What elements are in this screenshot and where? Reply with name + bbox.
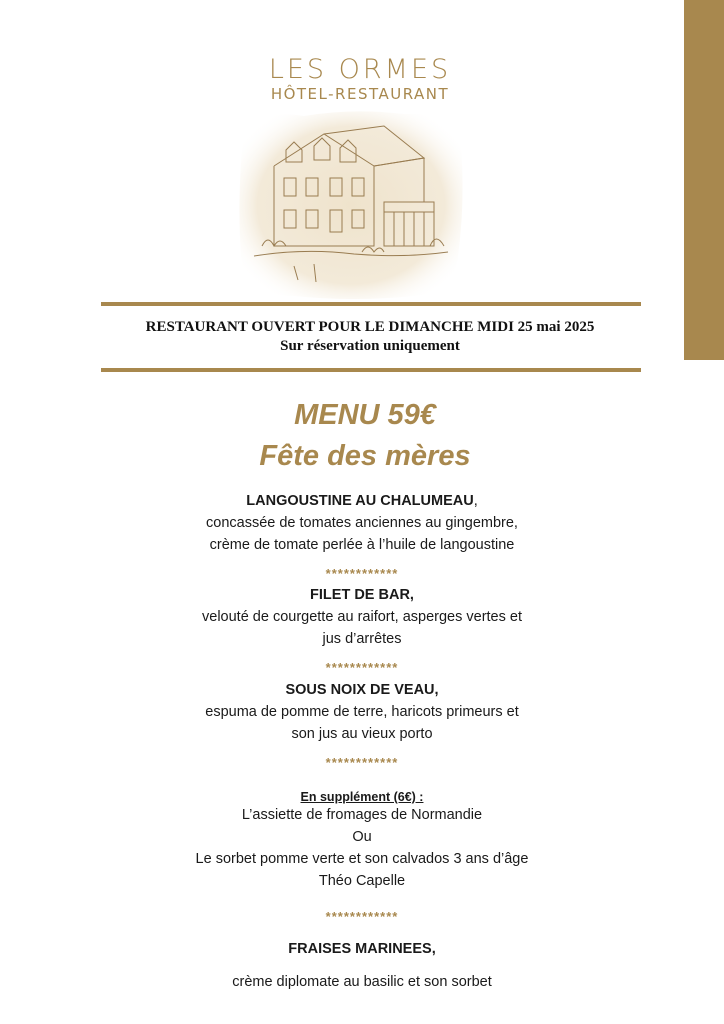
decorative-side-band: [684, 0, 724, 360]
opening-notice: [60, 318, 680, 356]
course-2-desc-1: velouté de courgette au raifort, asperges vertes et: [202, 609, 522, 625]
course-1-title: LANGOUSTINE AU CHALUMEAU: [246, 493, 474, 509]
hotel-logo: [200, 55, 520, 103]
supplement-line-2: Ou: [352, 829, 372, 845]
supplement-line-3: Le sorbet pomme verte et son calvados 3 ans d’âge: [195, 851, 529, 867]
menu-subtitle: Fête des mères: [259, 440, 471, 472]
dessert-desc: crème diplomate au basilic et son sorbet: [232, 974, 492, 990]
course-3-desc-1: espuma de pomme de terre, haricots primeurs et: [205, 704, 519, 720]
hotel-illustration: [234, 106, 466, 302]
course-3-title: SOUS NOIX DE VEAU,: [285, 682, 439, 698]
course-2-desc-2: jus d’arrêtes: [322, 631, 402, 647]
logo-name: LES ORMES: [268, 54, 452, 85]
course-1-desc-2: crème de tomate perlée à l’huile de langoustine: [209, 537, 515, 553]
course-1-desc-1: concassée de tomates anciennes au gingembre,: [206, 515, 518, 531]
separator-4: ************: [325, 909, 399, 924]
supplement-title: En supplément (6€) :: [300, 790, 424, 804]
bottom-divider: [101, 368, 641, 372]
course-3-desc-2: son jus au vieux porto: [291, 726, 433, 742]
dessert-title: FRAISES MARINEES,: [288, 941, 436, 957]
top-divider: [101, 302, 641, 306]
supplement-line-1: L’assiette de fromages de Normandie: [241, 807, 483, 823]
separator-3: ************: [325, 755, 399, 770]
separator-1: ************: [325, 566, 399, 581]
course-2-title: FILET DE BAR,: [310, 587, 414, 603]
supplement-line-4: Théo Capelle: [318, 873, 406, 889]
notice-line-2: Sur réservation uniquement: [280, 338, 460, 354]
menu-title: MENU 59€: [294, 399, 436, 431]
notice-line-1: RESTAURANT OUVERT POUR LE DIMANCHE MIDI 25 mai 2025: [145, 319, 595, 335]
course-1-title-line: [60, 490, 664, 512]
separator-2: ************: [325, 660, 399, 675]
course-1-comma: ,: [473, 493, 478, 509]
logo-subtitle: HÔTEL-RESTAURANT: [270, 85, 450, 103]
